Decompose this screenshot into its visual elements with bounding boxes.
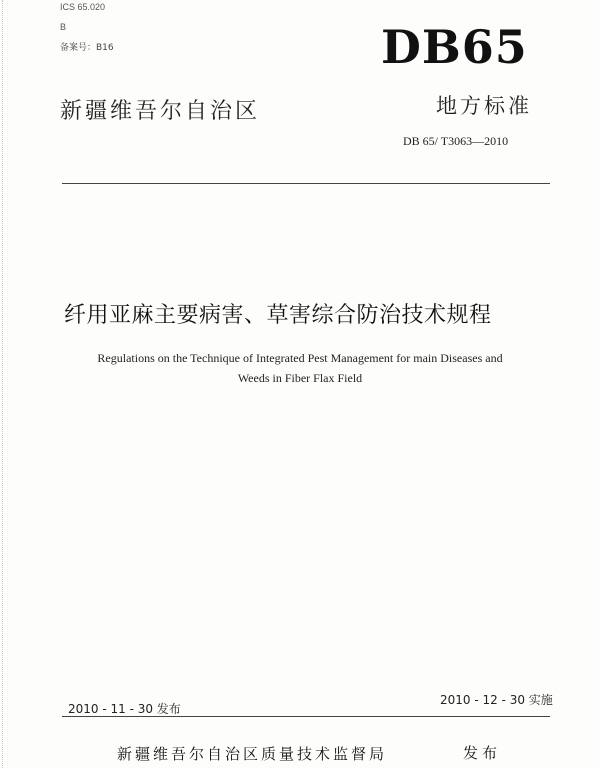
footer-divider — [62, 716, 550, 717]
implementation-date: 2010 - 12 - 30 实施 — [440, 693, 553, 707]
db65-logo: DB65 — [381, 20, 528, 74]
region-name: 新疆维吾尔自治区 — [60, 99, 261, 124]
issue-date: 2010 - 11 - 30 发布 — [68, 702, 181, 716]
ics-code: ICS 65.020 — [60, 2, 106, 12]
scan-edge — [2, 0, 9, 768]
english-title-line-2: Weeds in Fiber Flax Field — [237, 371, 363, 385]
standard-type: 地方标准 — [436, 94, 532, 118]
english-title — [40, 348, 560, 388]
standard-code: DB 65/ T3063—2010 — [403, 134, 509, 148]
classification-code: B — [60, 22, 67, 32]
english-title-line-1: Regulations on the Technique of Integrated Pest Management for main Diseases and — [97, 351, 503, 365]
header-divider — [62, 183, 550, 184]
publisher-name: 新疆维吾尔自治区质量技术监督局 — [117, 745, 388, 763]
publish-label: 发布 — [463, 744, 502, 762]
filing-number: 备案号：B16 — [60, 43, 114, 53]
chinese-title: 纤用亚麻主要病害、草害综合防治技术规程 — [64, 303, 492, 328]
